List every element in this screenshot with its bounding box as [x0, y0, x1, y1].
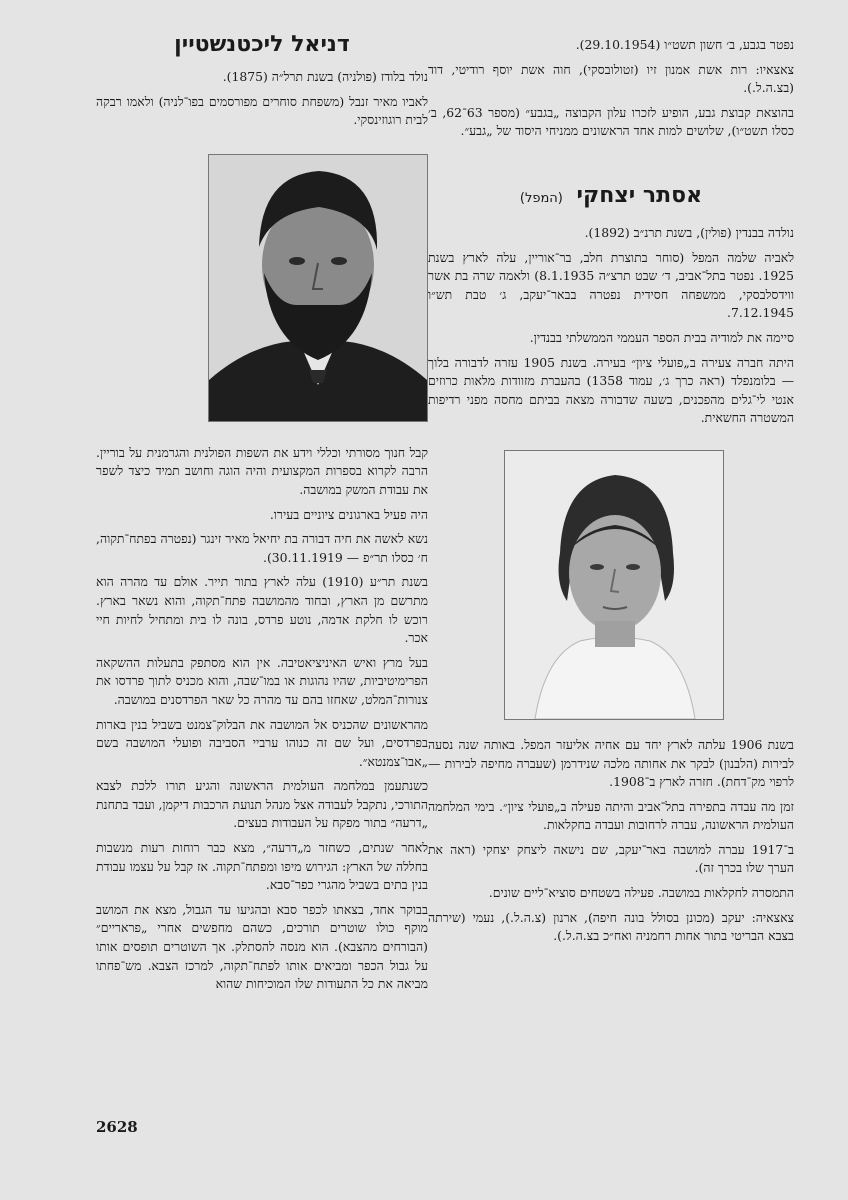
paragraph: נולד בלודז (פולניה) בשנת תרל״ה (1875).	[222, 69, 428, 84]
entry-name: אסתר יצחקי	[576, 182, 703, 208]
paragraph: לאביה שלמה המפל (סוחר בתוצרת חלב, בר־אוריין, עלה לארץ בשנת 1925. נפטר בתל־אביב, ד׳ שבט תרצ״ה 8.1.1935) ולאמה שרה בת אשר ווידסלבסקי, ממשפחה חסידית נפטרה בבאר־יעקב, ג׳ טבת תש״ו 7.12.1945.	[428, 249, 794, 321]
paragraph: נשא לאשה את חיה דבורה בת יחיאל מאיר זינגר (נפטרה בפתח־תקוה, ח׳ כסלו תר״פ — 30.11.1919).	[96, 531, 428, 565]
paragraph: זמן מה עבדה בתפירה בתל־אביב והיתה פעילה ב„פועלי ציון״. בימי המלחמה העולמית הראשונה, עברה לרחובות ועבדה בחקלאות.	[428, 798, 794, 833]
paragraph: כשנתעמן במלחמה העולמית הראשונה והגיע תורו ללכת לצבא התורכי, נתקבל לעבודה אצל מנהל תנועת הרכבות דיקמן, ועבד בתחנת „דרעה״ בתור מפקח על העבודות בעצים.	[96, 778, 428, 831]
paragraph: בשנת 1906 עלתה לארץ יחד עם אחיה אליעזר המפל. באותה שנה נסעה לבירות (הלבנון) לבקר את אחותה מלכה שנידרמן (שעברה מחיפה לבירות — לרפוי מק־דחת). חזרה לארץ ב־1908.	[428, 736, 794, 790]
left-column	[96, 30, 428, 1000]
page-number: 2628	[96, 1118, 138, 1136]
woman-portrait-image	[505, 451, 723, 719]
paragraph: בהוצאת קבוצת גבע, הופיע לזכרו עלון הקבוצה „בגבע״ (מספר 63־62, ב׳ כסלו תשט״ו), שלושים למות אחד הראשונים ממניחי היסוד של „גבע״.	[428, 104, 794, 139]
paragraph: התמסרה לחקלאות במושבה. פעילה בשטחים סוציא־ליים שונים.	[488, 885, 794, 901]
paragraph: מהראשונים שהכניס אל המושבה את הבלוק־צמנט בשביל בנין בארות בפרדסים, ועל שם זה כנוהו ערביי הסביבה ופועלי המושבה בשם „אבו־צמנטא״.	[96, 716, 428, 769]
right-column	[428, 36, 794, 952]
paragraph: נפטר בגבע, ב׳ חשון תשט״ו (29.10.1954).	[575, 37, 794, 52]
paragraph: בעל מרץ ואיש האיניציאטיבה. אין הוא מסתפק בתעלות ההשקאה הפרימיטיביות, שהיו נהוגות או במו־שבה, והוא מכניס לתוך פרדסו את צנורות־המלט, שאחזו בהם עד מהרה כל שאר הפרדסנים במושבה.	[96, 654, 428, 707]
spacer	[96, 422, 428, 444]
entry-title: דניאל ליכטנשטיין	[174, 32, 350, 57]
man-portrait-image	[209, 155, 427, 421]
paragraph: צאצאיה: יעקב (מכונן בסולל בונה חיפה), ארנון (צ.ה.ל.), נעמי (שירתה בצבא הבריטי בתור אחות רחמניה ואח״כ בצ.ה.ל.).	[428, 909, 794, 944]
paragraph: לאביו מאיר זנבל (משפחת סוחרים מפורסמים בפו־לניה) ולאמו רבקה לבית רוגוזינסקי.	[96, 93, 428, 128]
portrait-photo-woman	[504, 450, 724, 720]
paragraph: בשנת תר״ע (1910) עלה לארץ בתור תייר. אולם עד מהרה הוא מתרשם מן הארץ, ובחוד מהמושבה פתח־תקוה, והוא נשאר בארץ. רוכש לו חלקת אדמה, נוטע פרדס, בונה לו בית ומתחיל לחיות חיי אכר.	[96, 574, 428, 646]
entry-name-note: (המפל)	[519, 190, 563, 206]
paragraph: נולדה בבנדין (פולין), בשנת תרנ״ב (1892).	[584, 224, 794, 240]
paragraph: היתה חברה צעירה ב„פועלי ציון״ בעירה. בשנת 1905 עזרה לדבורה בלוך — בלומנפלד (ראה כרך ג׳, עמוד 1358) בהעברת מזוודות מלאות כרוזים אנטי לי־גלים מהפכנים, בשעה שדבורה מצאה בביתם מחסה מפני רדיפות המשטרה החשאית.	[428, 354, 795, 426]
paragraph: צאצאיו: רות אשת אמנון זיו (זטולובסקי), חוה אשת יוסף רודיטי, דוד (בצ.ה.ל.).	[428, 61, 794, 96]
portrait-photo-man	[208, 154, 428, 422]
paragraph: ב־1917 עברה למושבה באר־יעקב, שם נישאה ליצחק יצחקי (ראה את הערך שלו בכרך זה).	[428, 841, 794, 876]
paragraph: בבוקר אחד, בצאתו לכפר סבא ובהגיעו עד הגבול, מצא את המושב מוקף כולו שוטרים תורכים, כשהם מחפשים אחרי „פראריים״ (הבורחים מהצבא). הוא מנסה להסתלק. אך השוטרים תופסים אותו על גבול הכפר ומביאים אותו לפתח־תקוה, למרכז הצבא. מש־פחתו מביאה את כל התעודות שלו המוכיחות שהוא	[96, 901, 428, 992]
paragraph: קבל חנוך מסורתי וכללי וידע את השפות הפולנית והגרמנית על בוריין. הרבה לקרוא בספרות המקצועית והיה הוגה וחושב תמיד כיצד לשפר את עבודת המשק במושבה.	[96, 444, 428, 497]
entry-title	[428, 181, 794, 214]
paragraph: היה פעיל בארגונים ציוניים בעירו.	[269, 506, 428, 522]
paragraph: לאחר שנתים, כשחזר מ„דרעה״, מצא כבר רוחות רעות מנשבות בחללה של הארץ: הגירוש מיפו ומפתח־תקוה. אז קבל על עצמו עבודת בנין בתים בשביל מהגרי כפר־סבא.	[96, 840, 428, 893]
paragraph: סיימה את למודיה בבית הספר העממי הממשלתי בבנדין.	[529, 329, 794, 345]
